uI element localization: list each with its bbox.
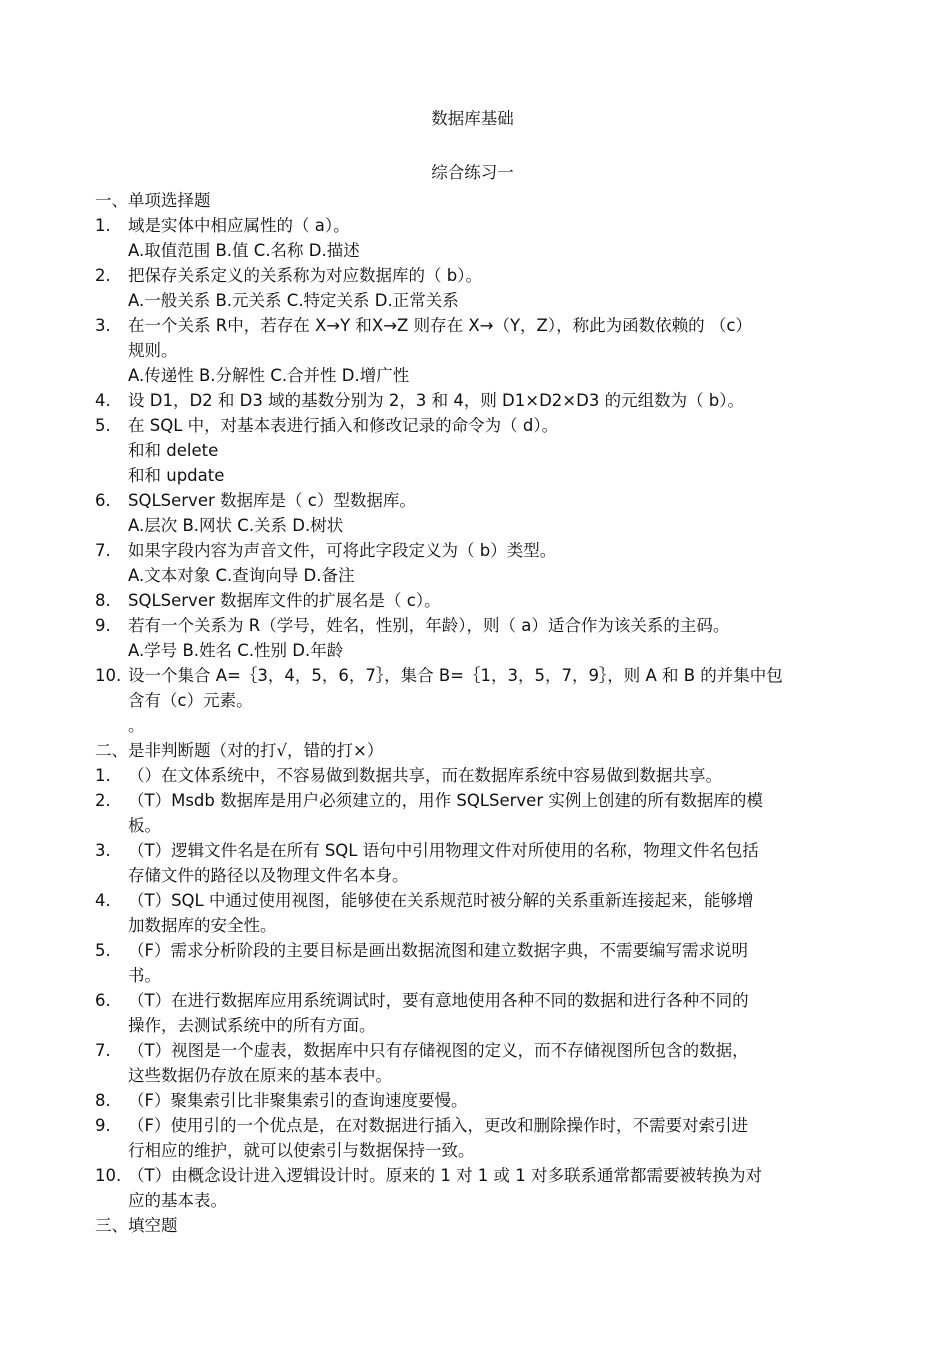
question-text: 域是实体中相应属性的（ a）。 [128, 216, 350, 235]
question-number: 4. [95, 891, 111, 910]
question-item [95, 588, 860, 613]
question-text: 在一个关系 R中，若存在 X→Y 和X→Z 则存在 X→（Y，Z），称此为函数依赖的 （c） [128, 316, 752, 335]
question-item [95, 938, 860, 963]
question-text: （T）视图是一个虚表，数据库中只有存储视图的定义，而不存储视图所包含的数据， [128, 1041, 749, 1060]
question-text: （T）Msdb 数据库是用户必须建立的，用作 SQLServer 实例上创建的所有数据库的模 [128, 791, 763, 810]
question-continuation: 和和 update [128, 466, 225, 485]
question-item [95, 888, 860, 913]
question-number: 10. [95, 666, 122, 685]
question-item [95, 613, 860, 638]
question-text: 设一个集合 A=｛3，4，5，6，7｝，集合 B=｛1，3，5，7，9｝，则 A 和 B 的并集中包 [128, 666, 783, 685]
question-text: SQLServer 数据库文件的扩展名是（ c）。 [128, 591, 441, 610]
question-item [95, 388, 860, 413]
question-number: 7. [95, 541, 111, 560]
question-item [95, 788, 860, 813]
question-continuation: 。 [128, 716, 145, 735]
question-text: （T）在进行数据库应用系统调试时，要有意地使用各种不同的数据和进行各种不同的 [128, 991, 749, 1010]
question-continuation: 应的基本表。 [128, 1191, 227, 1210]
question-number: 7. [95, 1041, 111, 1060]
question-continuation: 存储文件的路径以及物理文件名本身。 [128, 866, 409, 885]
question-number: 5. [95, 941, 111, 960]
question-item [95, 988, 860, 1013]
question-text: SQLServer 数据库是（ c）型数据库。 [128, 491, 416, 510]
question-text: 若有一个关系为 R（学号，姓名，性别，年龄），则（ a）适合作为该关系的主码。 [128, 616, 730, 635]
question-number: 6. [95, 491, 111, 510]
section-heading: 二、是非判断题（对的打√，错的打×） [95, 741, 384, 760]
document-title: 数据库基础 [431, 109, 514, 128]
question-number: 3. [95, 316, 111, 335]
question-continuation: A.学号 B.姓名 C.性别 D.年龄 [128, 641, 344, 660]
question-continuation: 操作，去测试系统中的所有方面。 [128, 1016, 376, 1035]
question-item [95, 763, 860, 788]
question-number: 6. [95, 991, 111, 1010]
question-text: （F）聚集索引比非聚集索引的查询速度要慢。 [128, 1091, 468, 1110]
question-number: 4. [95, 391, 111, 410]
question-text: 设 D1，D2 和 D3 域的基数分别为 2，3 和 4，则 D1×D2×D3 的元组数为（ b）。 [128, 391, 745, 410]
question-number: 8. [95, 591, 111, 610]
question-number: 3. [95, 841, 111, 860]
question-continuation: A.文本对象 C.查询向导 D.备注 [128, 566, 355, 585]
question-continuation: 这些数据仍存放在原来的基本表中。 [128, 1066, 392, 1085]
question-number: 8. [95, 1091, 111, 1110]
question-text: （T）由概念设计进入逻辑设计时。原来的 1 对 1 或 1 对多联系通常都需要被转换为对 [128, 1166, 763, 1185]
question-item [95, 838, 860, 863]
question-continuation: 规则。 [128, 341, 178, 360]
question-text: （T）SQL 中通过使用视图，能够使在关系规范时被分解的关系重新连接起来，能够增 [128, 891, 754, 910]
document-subtitle: 综合练习一 [431, 163, 514, 182]
question-item [95, 1113, 860, 1138]
question-continuation: 含有（c）元素。 [128, 691, 253, 710]
question-number: 2. [95, 791, 111, 810]
question-number: 2. [95, 266, 111, 285]
question-continuation: A.取值范围 B.值 C.名称 D.描述 [128, 241, 360, 260]
question-number: 9. [95, 616, 111, 635]
question-item [95, 538, 860, 563]
question-item [95, 313, 860, 338]
question-continuation: 书。 [128, 966, 161, 985]
question-continuation: 和和 delete [128, 441, 219, 460]
question-text: （F）需求分析阶段的主要目标是画出数据流图和建立数据字典，不需要编写需求说明 [128, 941, 748, 960]
question-item [95, 213, 860, 238]
question-item [95, 1163, 860, 1188]
section-heading: 一、单项选择题 [95, 191, 211, 210]
document-body [95, 188, 860, 1238]
question-continuation: 板。 [128, 816, 161, 835]
question-item [95, 1088, 860, 1113]
question-text: （F）使用引的一个优点是，在对数据进行插入，更改和删除操作时，不需要对索引进 [128, 1116, 748, 1135]
question-number: 5. [95, 416, 111, 435]
question-item [95, 263, 860, 288]
question-item [95, 413, 860, 438]
question-item [95, 1038, 860, 1063]
question-item [95, 488, 860, 513]
section-heading: 三、填空题 [95, 1216, 178, 1235]
question-text: （）在文体系统中，不容易做到数据共享，而在数据库系统中容易做到数据共享。 [128, 766, 722, 785]
question-continuation: A.层次 B.网状 C.关系 D.树状 [128, 516, 344, 535]
question-number: 1. [95, 216, 111, 235]
question-continuation: A.传递性 B.分解性 C.合并性 D.增广性 [128, 366, 410, 385]
question-continuation: 行相应的维护，就可以使索引与数据保持一致。 [128, 1141, 475, 1160]
question-text: 如果字段内容为声音文件，可将此字段定义为（ b）类型。 [128, 541, 557, 560]
question-number: 10. [95, 1166, 122, 1185]
question-continuation: A.一般关系 B.元关系 C.特定关系 D.正常关系 [128, 291, 459, 310]
question-number: 9. [95, 1116, 111, 1135]
question-text: 在 SQL 中，对基本表进行插入和修改记录的命令为（ d）。 [128, 416, 559, 435]
question-text: （T）逻辑文件名是在所有 SQL 语句中引用物理文件对所使用的名称，物理文件名包括 [128, 841, 759, 860]
question-number: 1. [95, 766, 111, 785]
question-text: 把保存关系定义的关系称为对应数据库的（ b）。 [128, 266, 482, 285]
question-item [95, 663, 860, 688]
question-continuation: 加数据库的安全性。 [128, 916, 277, 935]
